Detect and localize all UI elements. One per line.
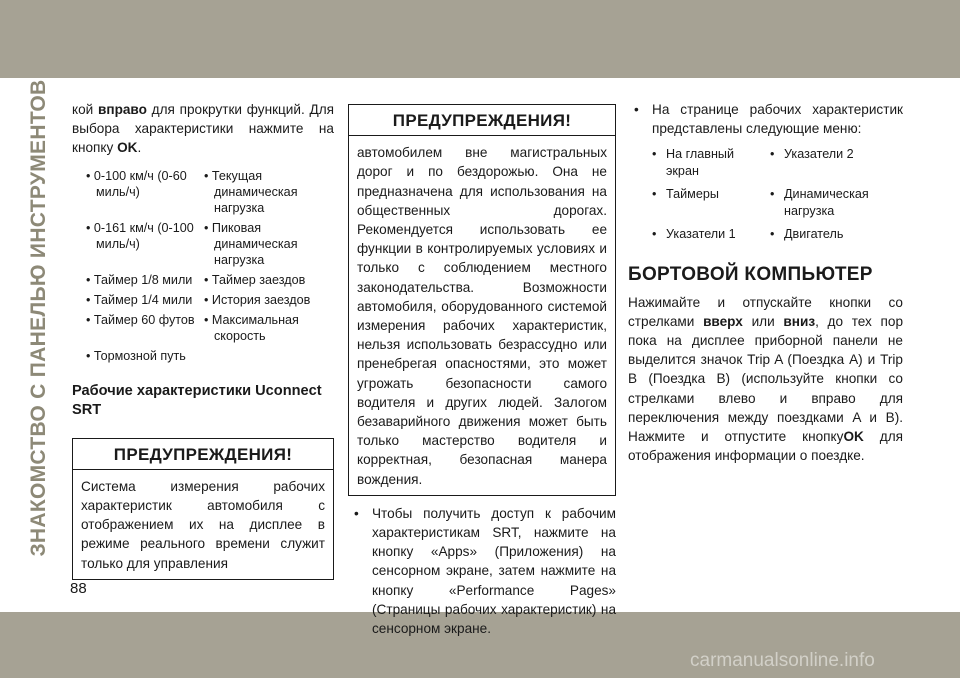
header-band <box>0 0 960 78</box>
column-right <box>628 100 903 465</box>
list-item: • Динамическая нагрузка <box>770 186 903 220</box>
chapter-tab <box>22 79 56 557</box>
list-item: • Указатели 2 <box>770 146 903 180</box>
list-item: • Таймер 1/8 мили <box>86 272 193 287</box>
list-item: • История заездов <box>204 292 311 307</box>
warning-text: Система измерения рабочих характеристик автомобиля с отображением их на дисплее в режиме реального времени служит только для управления <box>81 478 325 571</box>
watermark: carmanualsonline.info <box>690 650 875 671</box>
list-item: • Максимальная скорость <box>204 312 299 343</box>
section-title: Рабочие характеристики Uconnect SRT <box>72 382 322 418</box>
column-middle <box>348 104 616 638</box>
list-item: • 0-161 км/ч (0-100 миль/ч) <box>86 220 194 251</box>
bullet-paragraph: • Чтобы получить доступ к рабочим характеристикам SRT, нажмите на кнопку «Apps» (Приложения) на сенсорном экране, затем нажмите на кнопку «Performance Pages» (Страницы рабочих характеристик) на сенсорном экране. <box>348 504 616 638</box>
bullet-paragraph: • На странице рабочих характеристик представлены следующие меню: <box>628 100 903 138</box>
list-item: • Таймер 60 футов <box>86 312 195 327</box>
column-left <box>72 100 334 580</box>
warning-title: ПРЕДУПРЕЖДЕНИЯ! <box>349 105 615 136</box>
intro-paragraph: кой вправо для прокрутки функций. Для выбора характеристики нажмите на кнопку OK. <box>72 102 334 156</box>
menu-list <box>628 146 903 243</box>
list-item: • Таймер заездов <box>204 272 306 287</box>
list-item: • Таймер 1/4 мили <box>86 292 193 307</box>
list-item: • Таймеры <box>652 186 770 220</box>
performance-list <box>72 168 334 364</box>
warning-text: автомобилем вне магистральных дорог и по бездорожью. Она не предназначена для использования на общественных дорогах. Рекомендуется использовать ее функции в контролируемых условиях и только с соблюдением местного законодательства. Возможности автомобиля, оборудованного системой измерения рабочих характеристик, нельзя использовать безрассудно или пренебрегая опасностями, это может угрожать безопасности самого водителя и других людей. Залогом безаварийного движения может быть только мастерство водителя и корректная, безопасная манера вождения. <box>357 145 607 487</box>
list-item: • Тормозной путь <box>86 348 186 363</box>
list-item: • Пиковая динамическая нагрузка <box>204 220 298 267</box>
page-number: 88 <box>70 580 87 597</box>
warning-box <box>348 104 616 496</box>
list-item: • Текущая динамическая нагрузка <box>204 168 298 215</box>
section-heading: БОРТОВОЙ КОМПЬЮТЕР <box>628 264 873 286</box>
list-item: • Указатели 1 <box>652 226 770 243</box>
list-item: • На главный экран <box>652 146 770 180</box>
chapter-title: ЗНАКОМСТВО С ПАНЕЛЬЮ ИНСТРУМЕНТОВ <box>27 79 50 557</box>
trip-paragraph: Нажимайте и отпускайте кнопки со стрелками вверх или вниз, до тех пор пока на дисплее приборной панели не выделится значок Trip A (Поездка A) и Trip B (Поездка B) (используйте кнопки со стрелками влево и вправо для переключения между поездками A и B). Нажмите и отпустите кнопкуOK для отображения информации о поездке. <box>628 294 904 464</box>
list-item: • 0-100 км/ч (0-60 миль/ч) <box>86 168 187 199</box>
warning-box <box>72 438 334 580</box>
list-item: • Двигатель <box>770 226 903 243</box>
warning-title: ПРЕДУПРЕЖДЕНИЯ! <box>73 439 333 470</box>
